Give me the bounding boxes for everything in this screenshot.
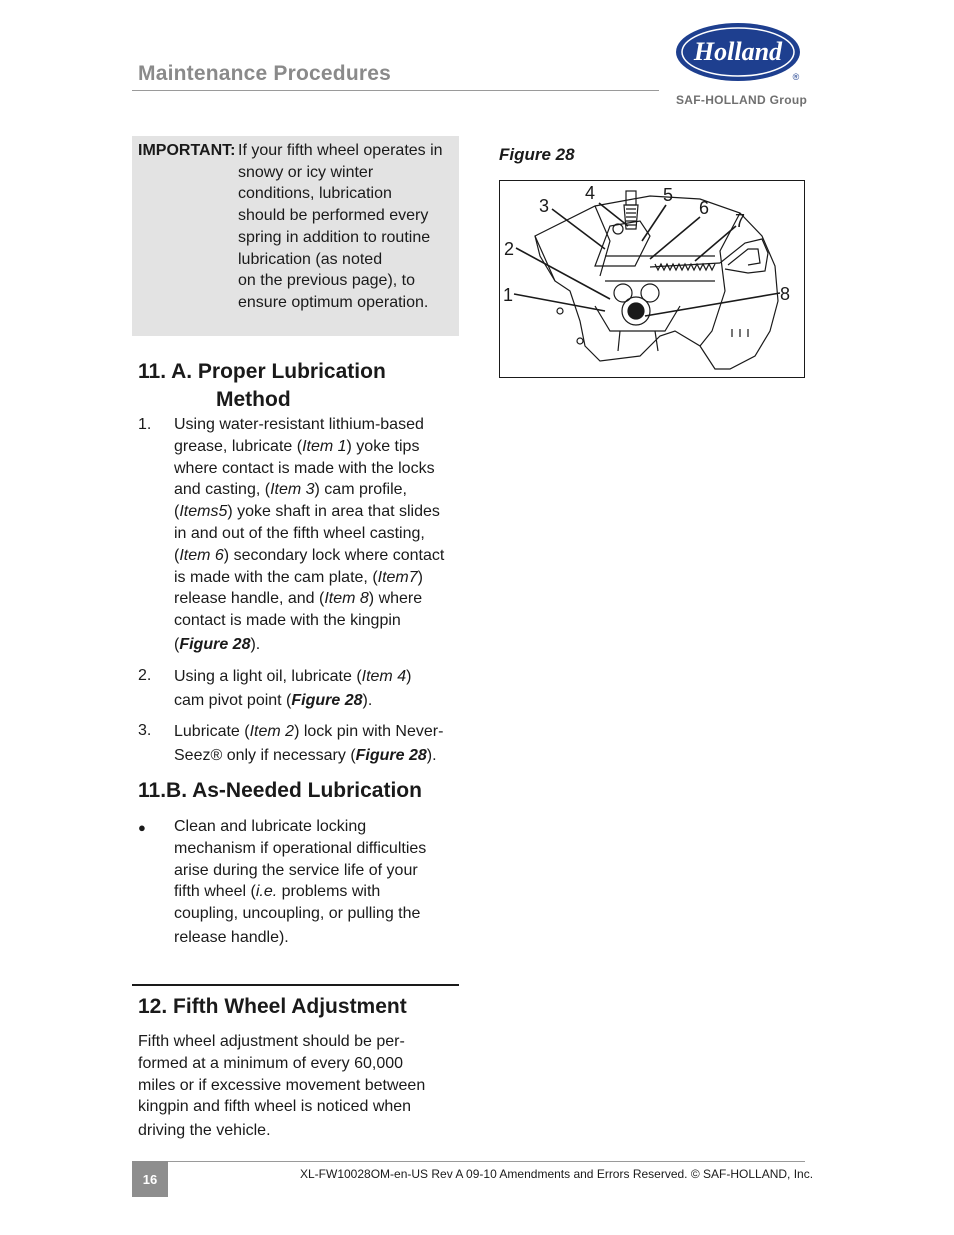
paragraph-line: formed at a minimum of every 60,000	[138, 1054, 404, 1072]
important-note-text	[238, 140, 456, 314]
bullet-line: mechanism if operational difficulties	[174, 839, 427, 857]
important-line: on the previous page), to	[238, 272, 416, 290]
section-11a-heading: 11. A. Proper Lubrication	[138, 360, 386, 383]
callout-line-5	[642, 205, 666, 241]
callout-2: 2	[504, 239, 515, 259]
list-line: grease, lubricate (Item 1) yoke tips	[174, 437, 420, 455]
list-line: Lubricate (Item 2) lock pin with Never-	[174, 723, 444, 740]
callout-1: 1	[503, 285, 514, 305]
list-line: is made with the cam plate, (Item7)	[174, 568, 423, 586]
callout-3: 3	[539, 196, 550, 216]
callout-line-3	[552, 209, 605, 249]
figure-28-frame	[499, 180, 805, 378]
callout-4: 4	[585, 183, 596, 203]
group-tagline: SAF-HOLLAND Group	[676, 93, 808, 107]
list-number: 1.	[138, 416, 152, 433]
list-line: where contact is made with the locks	[174, 459, 435, 477]
list-line: contact is made with the kingpin	[174, 612, 401, 630]
important-line: should be performed every	[238, 207, 429, 225]
list-line: (Item 6) secondary lock where contact	[174, 546, 445, 564]
footer-divider	[132, 1161, 805, 1162]
section-12-paragraph	[138, 1031, 458, 1142]
paragraph-line: Fifth wheel adjustment should be per-	[138, 1033, 405, 1050]
list-item-2	[174, 665, 459, 713]
page-number: 16	[142, 1172, 158, 1187]
bullet-line: fifth wheel (i.e. problems with	[174, 883, 381, 901]
list-line: Seez® only if necessary (Figure 28).	[174, 747, 437, 764]
bullet-icon: ●	[138, 820, 146, 835]
paragraph-line: kingpin and fifth wheel is noticed when	[138, 1098, 412, 1116]
bullet-line: arise during the service life of your	[174, 861, 418, 879]
paragraph-line: driving the vehicle.	[138, 1122, 271, 1140]
logo-wordmark: Holland	[693, 37, 783, 66]
list-line: and casting, (Item 3) cam profile,	[174, 481, 407, 499]
holland-logo	[672, 22, 808, 86]
list-number: 3.	[138, 722, 152, 739]
fifth-wheel-mechanism-illustration	[500, 181, 803, 376]
important-line: lubrication (as noted	[238, 250, 383, 268]
registered-mark: ®	[792, 72, 800, 82]
callout-6: 6	[699, 198, 710, 218]
section-11a-heading-cont: Method	[216, 388, 291, 411]
list-item-1	[174, 414, 459, 656]
list-line: cam pivot point (Figure 28).	[174, 692, 373, 709]
list-item-3	[174, 720, 459, 768]
bullet-line: Clean and lubricate locking	[174, 818, 367, 835]
important-line: If your fifth wheel operates in	[238, 142, 443, 159]
section-12-heading: 12. Fifth Wheel Adjustment	[138, 995, 407, 1018]
list-line: (Figure 28).	[174, 635, 261, 653]
callout-8: 8	[780, 284, 791, 304]
callout-7: 7	[735, 211, 746, 231]
important-label: IMPORTANT:	[138, 142, 236, 159]
page-section-title: Maintenance Procedures	[138, 62, 391, 85]
bullet-paragraph	[174, 816, 459, 949]
section-11b-heading: 11.B. As-Needed Lubrication	[138, 779, 422, 802]
important-line: snowy or icy winter	[238, 163, 374, 181]
callout-line-6	[650, 217, 700, 259]
important-line: conditions, lubrication	[238, 185, 392, 203]
list-line: (Items5) yoke shaft in area that slides	[174, 503, 440, 521]
bullet-line: release handle).	[174, 928, 289, 946]
bullet-line: coupling, uncoupling, or pulling the	[174, 905, 421, 923]
header-divider	[132, 90, 659, 91]
paragraph-line: miles or if excessive movement between	[138, 1076, 426, 1094]
list-number: 2.	[138, 667, 152, 684]
callout-5: 5	[663, 185, 674, 205]
figure-caption: Figure 28	[499, 145, 575, 164]
footer-document-info: XL-FW10028OM-en-US Rev A 09-10 Amendments and Errors Reserved. © SAF-HOLLAND, Inc.	[300, 1167, 814, 1181]
section-divider	[132, 984, 459, 986]
list-line: Using a light oil, lubricate (Item 4)	[174, 668, 412, 685]
important-line: ensure optimum operation.	[238, 293, 429, 311]
list-line: Using water-resistant lithium-based	[174, 416, 424, 433]
list-line: in and out of the fifth wheel casting,	[174, 524, 425, 542]
callout-line-8	[645, 293, 780, 316]
important-line: spring in addition to routine	[238, 228, 431, 246]
list-line: release handle, and (Item 8) where	[174, 590, 423, 608]
callout-line-2	[516, 248, 610, 299]
